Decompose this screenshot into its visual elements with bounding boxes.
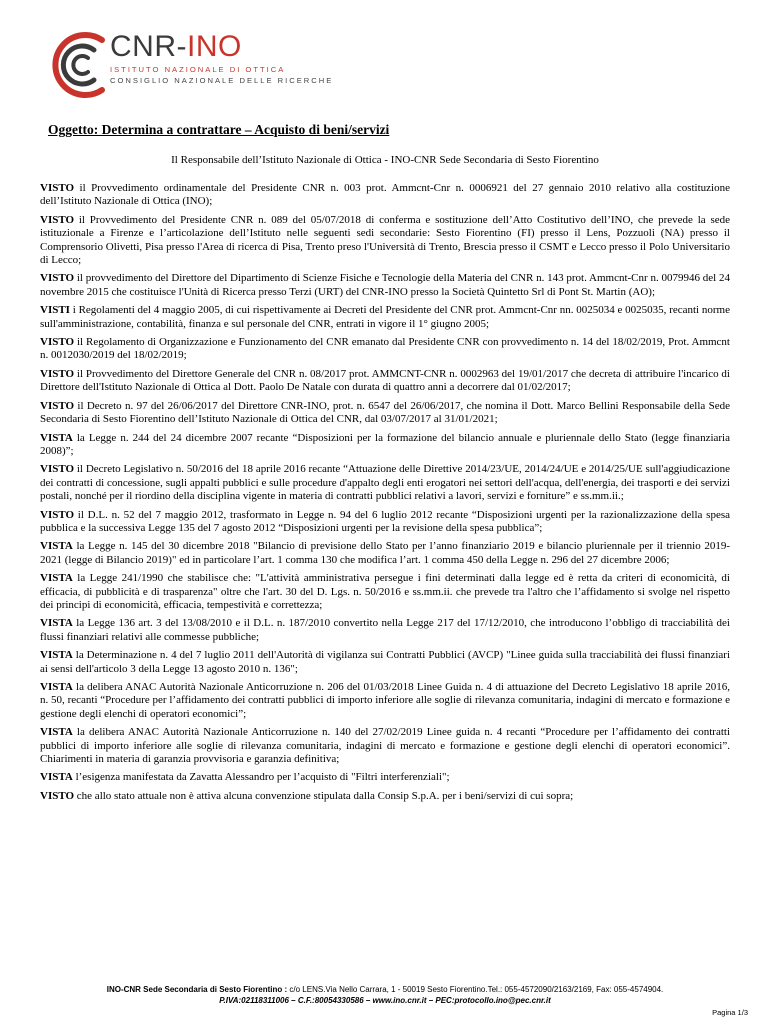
page-number: Pagina 1/3 (712, 1008, 748, 1017)
premise-text: il provvedimento del Direttore del Dipartimento di Scienze Fisiche e Tecnologie della Materia del CNR n. 143 prot. Ammcnt-Cnr n. 0079946 del 24 novembre 2015 che costituisce l'Unità di Ricerca presso Terzi (URT) del CNR-INO presso la Società Quintetto Srl di Pont St. Martin (AO); (40, 272, 730, 298)
premise-paragraph (40, 572, 730, 612)
premise-paragraph (40, 182, 730, 209)
premise-text: la Legge 136 art. 3 del 13/08/2010 e il D.L. n. 187/2010 convertito nella Legge 217 del 17/12/2010, che introducono l’obbligo di tracciabilità dei flussi finanziari relativi alle commesse pubbliche; (40, 617, 730, 643)
footer (0, 984, 770, 1006)
document-subject: Oggetto: Determina a contrattare – Acquisto di beni/servizi (48, 122, 390, 137)
premise-lead: VISTO (40, 272, 75, 285)
premise-paragraph (40, 726, 730, 766)
premise-lead: VISTO (40, 789, 75, 802)
premise-paragraph (40, 509, 730, 536)
document-body (40, 182, 730, 808)
premise-paragraph (40, 617, 730, 644)
premise-text: la Legge n. 145 del 30 dicembre 2018 "Bilancio di previsione dello Stato per l’anno finanziario 2019 e bilancio pluriennale per il triennio 2019-2021 (legge di Bilancio 2019)" ed in particolare l’art. 1 comma 130 che modifica l’art. 1 comma 450 della Legge n. 296 del 27 dicembre 2006; (40, 540, 730, 566)
premise-lead: VISTO (40, 508, 75, 521)
premise-text: la Legge n. 244 del 24 dicembre 2007 recante “Disposizioni per la formazione del bilancio annuale e pluriennale dello Stato (legge finanziaria 2008)”; (40, 431, 730, 457)
premise-text: il D.L. n. 52 del 7 maggio 2012, trasformato in Legge n. 94 del 6 luglio 2012 recante “Disposizioni urgenti per la razionalizzazione della spesa pubblica e la successiva Legge 135 del 7 agosto 2012 “Disposizioni urgenti per la revisione della spesa pubblica”; (40, 508, 730, 534)
premise-paragraph (40, 540, 730, 567)
premise-text: il Decreto Legislativo n. 50/2016 del 18 aprile 2016 recante “Attuazione delle Direttive 2014/23/UE, 2014/24/UE e 2014/25/UE sull'aggiudicazione dei contratti di concessione, sugli appalti pubblici e sulle procedure d'appalto degli enti erogatori nei settori dell'acqua, dell'energia, dei trasporti e dei servizi postali, nonché per il riordino della disciplina vigente in materia di contratti pubblici relativi a lavori, servizi e forniture” e ss.mm.ii.; (40, 463, 730, 503)
premise-lead: VISTA (40, 617, 73, 630)
logo-ino: INO (187, 30, 242, 63)
premise-lead: VISTA (40, 572, 73, 585)
premise-text: la delibera ANAC Autorità Nazionale Anticorruzione n. 206 del 01/03/2018 Linee Guida n. 4 di attuazione del Decreto Legislativo 18 aprile 2016, n. 50, recanti “Procedure per l’affidamento dei contratti pubblici di importo inferiore alle soglie di rilevanza comunitaria, indagini di mercato e formazione e gestione degli elenchi di operatori economici”; (40, 681, 730, 720)
premise-text: i Regolamenti del 4 maggio 2005, di cui rispettivamente ai Decreti del Presidente del CNR prot. Ammcnt-Cnr nn. 0025034 e 0025035, recanti norme sull'amministrazione, contabilità, finanza e sul personale del CNR, entrati in vigore il 1° giugno 2005; (40, 304, 730, 330)
footer-address-text: c/o LENS.Via Nello Carrara, 1 - 50019 Sesto Fiorentino.Tel.: 055-4572090/2163/2169, Fax: 055-4574904. (287, 985, 664, 994)
responsible-line: Il Responsabile dell’Istituto Nazionale di Ottica - INO-CNR Sede Secondaria di Sesto Fiorentino (171, 154, 599, 166)
premise-lead: VISTA (40, 431, 73, 444)
premise-text: la Determinazione n. 4 del 7 luglio 2011 dell'Autorità di vigilanza sui Contratti Pubblici (AVCP) "Linee guida sulla tracciabilità dei flussi finanziari ai sensi dell'articolo 3 della Legge 13 agosto 2010 n. 136"; (40, 649, 730, 675)
premise-paragraph (40, 649, 730, 676)
premise-paragraph (40, 771, 730, 784)
premise-paragraph (40, 214, 730, 268)
premise-lead: VISTO (40, 367, 75, 380)
premise-paragraph (40, 368, 730, 395)
premise-paragraph (40, 681, 730, 721)
premise-lead: VISTO (40, 463, 75, 476)
premise-text: la delibera ANAC Autorità Nazionale Anticorruzione n. 140 del 27/02/2019 Linee guida n. 4 recanti “Procedure per l’affidamento dei contratti pubblici di importo inferiore alle soglie di rilevanza comunitaria, indagini di mercato e formazione e gestione degli elenchi di operatori economici”. Chiarimenti in materia di garanzia provvisoria e garanzia definitiva; (40, 726, 730, 766)
premise-paragraph (40, 272, 730, 299)
premise-lead: VISTA (40, 681, 73, 693)
premise-lead: VISTI (40, 304, 70, 317)
premise-paragraph (40, 463, 730, 503)
logo-text (110, 30, 333, 86)
premise-lead: VISTO (40, 336, 75, 349)
premise-paragraph (40, 790, 730, 803)
logo-subtitle-institute: ISTITUTO NAZIONALE DI OTTICA (110, 65, 286, 74)
premise-text: che allo stato attuale non è attiva alcuna convenzione stipulata dalla Consip S.p.A. per i beni/servizi di cui sopra; (74, 789, 574, 802)
premise-lead: VISTA (40, 771, 73, 784)
premise-text: il Provvedimento del Presidente CNR n. 089 del 05/07/2018 di conferma e sostituzione dell’Atto Costitutivo dell’INO, che prevede la sede istituzionale a Firenze e l’articolazione dell’Istituto nelle seguenti sedi secondarie: Sesto Fiorentino (FI) presso il Lens, Pozzuoli (NA) presso il Comprensorio Olivetti, Pisa presso l'Area di ricerca di Pisa, Trento preso l'Università di Trento, Brescia presso il CSMT e Lecco presso il Polo Universitario di Lecco; (40, 213, 730, 267)
footer-address-title: INO-CNR Sede Secondaria di Sesto Fiorentino : (106, 985, 288, 994)
premise-text: il Provvedimento del Direttore Generale del CNR n. 08/2017 prot. AMMCNT-CNR n. 0002963 del 19/01/2017 che decreta di attribuire l'incarico di Direttore dell'Istituto Nazionale di Ottica al Dott. Paolo De Natale con durata di quattro anni a decorrere dal 01/02/2017; (40, 367, 730, 394)
premise-lead: VISTO (40, 182, 75, 194)
logo-cnr: CNR- (110, 30, 187, 63)
premise-lead: VISTO (40, 399, 75, 412)
premise-paragraph (40, 304, 730, 331)
premise-text: l’esigenza manifestata da Zavatta Alessandro per l’acquisto di "Filtri interferenziali"; (72, 771, 450, 784)
premise-text: la Legge 241/1990 che stabilisce che: "L'attività amministrativa persegue i fini determinati dalla legge ed è retta da criteri di economicità, di efficacia, di pubblicità e di trasparenza" oltre che l'art. 30 del D. Lgs. n. 50/2016 e ss.mm.ii. che prevede tra l'altro che l’affidamento si svolge nel rispetto dei principi di economicità, efficacia, tempestività e correttezza; (40, 572, 730, 611)
footer-tax-info: P.IVA:02118311006 – C.F.:80054330586 – www.ino.cnr.it – PEC:protocollo.ino@pec.cnr.it (219, 996, 551, 1005)
premise-text: il Regolamento di Organizzazione e Funzionamento del CNR emanato dal Presidente CNR con provvedimento n. 14 del 18/02/2019, Prot. Ammcnt n. 0012030/2019 del 18/02/2019; (40, 336, 730, 362)
premise-lead: VISTA (40, 649, 73, 662)
premise-paragraph (40, 336, 730, 363)
premise-text: il Provvedimento ordinamentale del Presidente CNR n. 003 prot. Ammcnt-Cnr n. 0006921 del 27 gennaio 2010 relativo alla costituzione dell’Istituto Nazionale di Ottica (INO); (40, 182, 730, 208)
footer-address (0, 984, 770, 995)
premise-paragraph (40, 400, 730, 427)
premise-lead: VISTO (40, 213, 75, 226)
premise-lead: VISTA (40, 540, 73, 553)
logo-subtitle-council: CONSIGLIO NAZIONALE DELLE RICERCHE (110, 76, 334, 85)
premise-paragraph (40, 432, 730, 459)
premise-text: il Decreto n. 97 del 26/06/2017 del Direttore CNR-INO, prot. n. 6547 del 26/06/2017, che nomina il Dott. Marco Bellini Responsabile della Sede Secondaria di Sesto Fiorentino dell’Istituto Nazionale di Ottica del CNR, dal 03/07/2017 al 31/01/2021; (40, 399, 730, 426)
logo-wordmark (110, 30, 333, 64)
premise-lead: VISTA (40, 726, 73, 739)
